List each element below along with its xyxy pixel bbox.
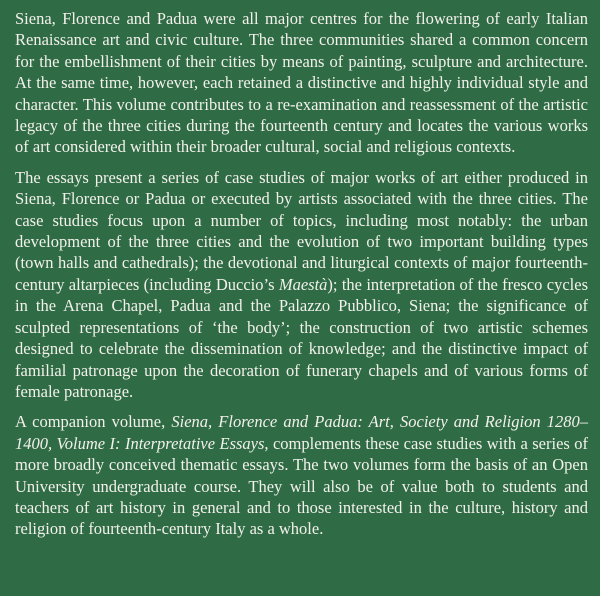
paragraph-intro: Siena, Florence and Padua were all major centres for the flowering of early Italian Renaissance art and civic culture. The three communities shared a common concern for the embellishment of their cities by means of painting, sculpture and architecture. At the same time, however, each retained a distinctive and highly individual style and character. This volume contributes to a re-examination and reassessment of the artistic legacy of the three cities during the fourteenth century and locates the various works of art considered within their broader cultural, social and religious contexts. — [15, 9, 588, 157]
paragraph-companion-text-start: A companion volume, — [15, 412, 172, 432]
companion-volume-italic-title: Siena, Florence and Padua: Art, Society and Religion 1280–1400, Volume I: Interpretative Essays — [15, 412, 588, 453]
paragraph-companion-text-end: , complements these case studies with a series of more broadly conceived thematic essays. The two volumes form the basis of an Open University undergraduate course. They will also be of value both to students and teachers of art history in general and to those interested in the culture, history and religion of fourteenth-century Italy as a whole. — [15, 433, 588, 539]
paragraph-case-studies-text-start: The essays present a series of case studies of major works of art either produced in Siena, Florence or Padua or executed by artists associated with the three cities. The case studies focus upon a number of topics, including most notably: the urban development of the three cities and the evolution of two important building types (town halls and cathedrals); the devotional and liturgical contexts of major fourteenth-century altarpieces (including Duccio’s — [15, 167, 588, 294]
paragraph-case-studies-text-end: ); the interpretation of the fresco cycles in the Arena Chapel, Padua and the Palazzo Pubblico, Siena; the significance of sculpted representations of ‘the body’; the construction of two artistic schemes designed to celebrate the dissemination of knowledge; and the distinctive impact of familial patronage upon the decoration of funerary chapels and of various forms of female patronage. — [15, 274, 588, 401]
paragraph-companion-volume — [15, 411, 588, 539]
maesta-italic-title: Maestà — [278, 274, 328, 294]
paragraph-case-studies — [15, 167, 588, 402]
